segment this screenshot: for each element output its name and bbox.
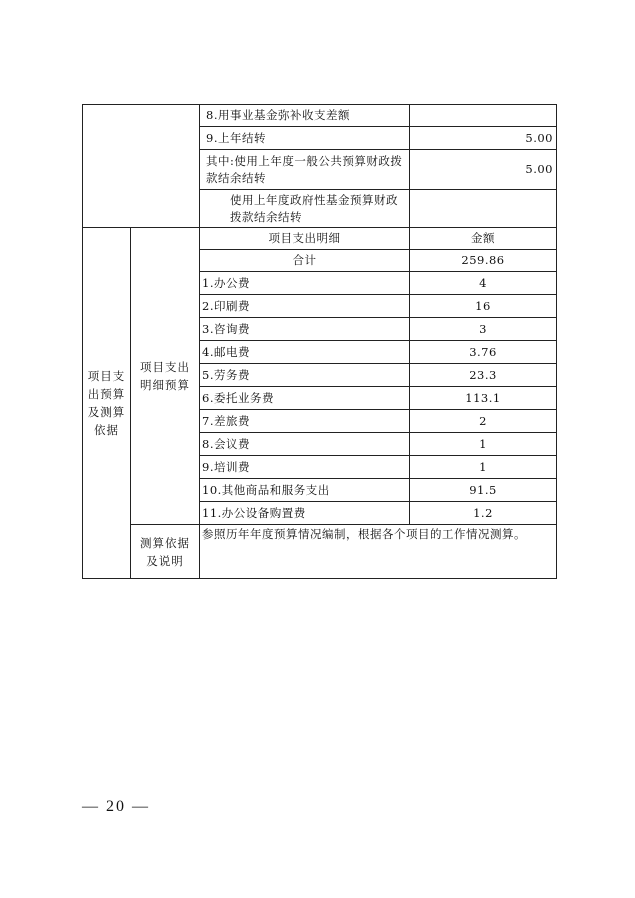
item-amount: 1: [410, 456, 557, 479]
item-label: 5.劳务费: [200, 364, 410, 387]
item-label: 9.培训费: [200, 456, 410, 479]
item-amount: 16: [410, 295, 557, 318]
item-amount: 4: [410, 272, 557, 295]
item-label: 8.会议费: [200, 433, 410, 456]
basis-row: [83, 525, 557, 579]
budget-table: [82, 104, 557, 579]
item-label: 6.委托业务费: [200, 387, 410, 410]
item-label: 1.办公费: [200, 272, 410, 295]
item-amount: 2: [410, 410, 557, 433]
section-label-inner: 项目支出明细预算: [131, 228, 200, 525]
page-number: — 20 —: [82, 798, 150, 815]
item-amount: 23.3: [410, 364, 557, 387]
table-header-row: [83, 228, 557, 250]
item-label: 7.差旅费: [200, 410, 410, 433]
budget-table-fragment: [82, 104, 556, 579]
row-item-label: 8.用事业基金弥补收支差额: [200, 105, 410, 127]
item-label: 4.邮电费: [200, 341, 410, 364]
item-amount: 113.1: [410, 387, 557, 410]
item-amount: 3.76: [410, 341, 557, 364]
item-amount: 3: [410, 318, 557, 341]
item-label: 11.办公设备购置费: [200, 502, 410, 525]
row-amount: [410, 190, 557, 228]
total-label: 合计: [200, 250, 410, 272]
row-item-label: 使用上年度政府性基金预算财政拨款结余结转: [200, 190, 410, 228]
row-amount: [410, 105, 557, 127]
basis-label: 测算依据及说明: [131, 525, 200, 579]
table-row: [83, 105, 557, 127]
blank-merged-cell: [83, 105, 200, 228]
item-amount: 91.5: [410, 479, 557, 502]
item-label: 10.其他商品和服务支出: [200, 479, 410, 502]
item-amount: 1.2: [410, 502, 557, 525]
total-amount: 259.86: [410, 250, 557, 272]
column-header-item: 项目支出明细: [200, 228, 410, 250]
basis-text: 参照历年年度预算情况编制，根据各个项目的工作情况测算。: [200, 525, 557, 579]
column-header-amount: 金额: [410, 228, 557, 250]
section-label-outer: 项目支出预算及测算依据: [83, 228, 131, 579]
item-label: 2.印刷费: [200, 295, 410, 318]
row-amount: 5.00: [410, 127, 557, 150]
row-item-label: 9.上年结转: [200, 127, 410, 150]
item-label: 3.咨询费: [200, 318, 410, 341]
item-amount: 1: [410, 433, 557, 456]
row-amount: 5.00: [410, 150, 557, 190]
row-item-label: 其中:使用上年度一般公共预算财政拨款结余结转: [200, 150, 410, 190]
